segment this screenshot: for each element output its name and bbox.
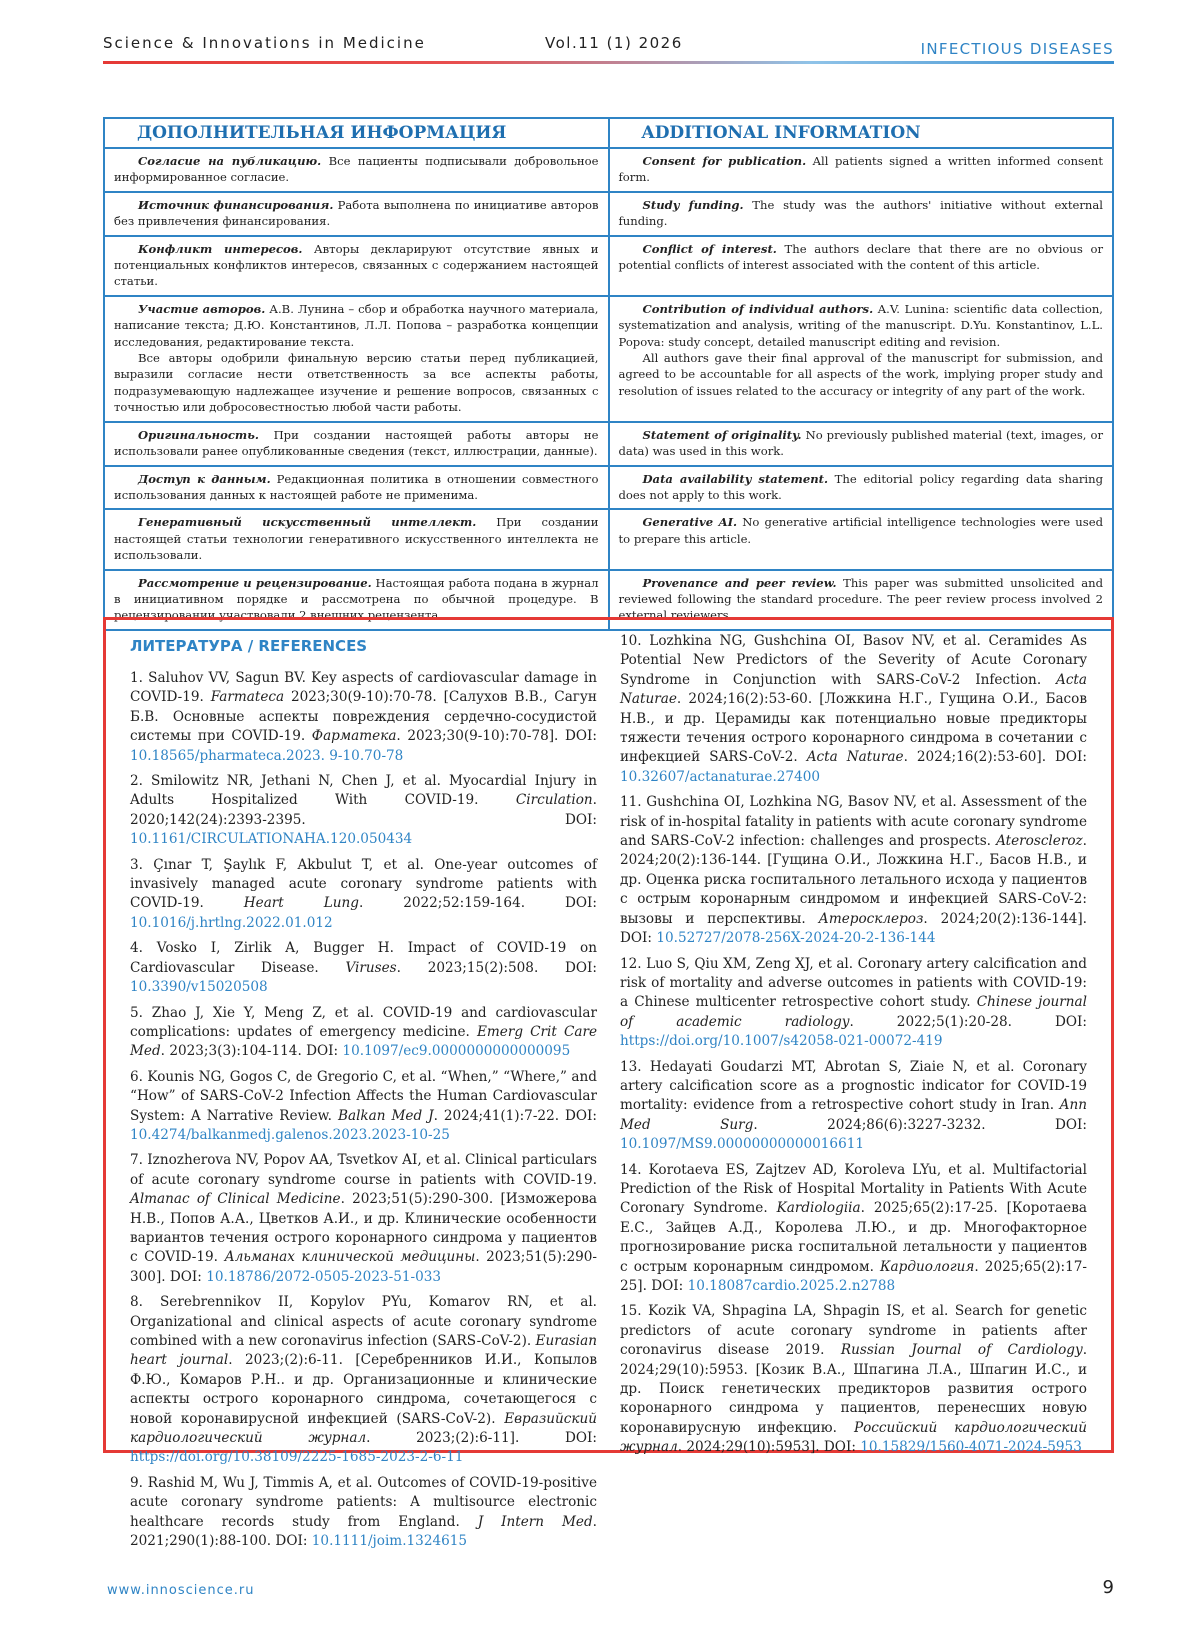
header-rule: [103, 61, 1114, 64]
reference-item: 8. Serebrennikov II, Kopylov PYu, Komarov RN, et al. Organizational and clinical aspects of acute coronary syndrome combined with a new coronavirus infection (SARS-CoV-2). Eurasian heart journal. 2023;(2):6-11. [Серебренников И.И., Копылов Ф.Ю., Комаров Р.Н.. и др. Организационные и клинические аспекты острого коронарного синдрома, сочетающегося с новой коронавирусной инфекцией (SARS-CoV-2). Евразийский кардиологический журнал. 2023;(2):6-11]. DOI: https://doi.org/10.38109/2225-1685-2023-2-6-11: [130, 1294, 598, 1466]
ru-cell: [104, 236, 609, 296]
ru-label: Доступ к данным.: [138, 471, 271, 486]
doi-link[interactable]: 10.4274/balkanmedj.galenos.2023.2023-10-25: [130, 1126, 450, 1143]
doi-link[interactable]: 10.3390/v15020508: [130, 979, 268, 996]
en-text: No previously published material (text, images, or data) was used in this work.: [618, 427, 1103, 459]
ru-label: Оригинальность.: [138, 427, 259, 442]
journal-name: Science & Innovations in Medicine: [103, 34, 426, 52]
reference-item: 10. Lozhkina NG, Gushchina OI, Basov NV, et al. Ceramides As Potential New Predictors of the Severity of Acute Coronary Syndrome in Conjunction with SARS-CoV-2 Infection. Acta Naturae. 2024;16(2):53-60. [Ложкина Н.Г., Гущина О.И., Басов Н.В., и др. Церамиды как потенциально новые предикторы тяжести течения острого коронарного синдрома в сочетании с инфекцией SARS-CoV-2. Acta Naturae. 2024;16(2):53-60]. DOI: 10.32607/actanaturae.27400: [620, 633, 1088, 785]
references-column-right: [620, 632, 1087, 1557]
en-label: Generative AI.: [642, 515, 738, 530]
ru-text: Авторы декларируют отсутствие явных и потенциальных конфликтов интересов, связанных с содержанием настоящей статьи.: [114, 241, 599, 289]
en-text: This paper was submitted unsolicited and reviewed following the standard procedure. The peer review process involved 2 external reviewers.: [618, 575, 1103, 623]
additional-info-table: [103, 117, 1114, 631]
reference-item: 2. Smilowitz NR, Jethani N, Chen J, et al. Myocardial Injury in Adults Hospitalized With COVID-19. Circulation. 2020;142(24):2393-2395. DOI: 10.1161/CIRCULATIONAHA.120.050434: [130, 773, 597, 848]
en-text: All patients signed a written informed consent form.: [618, 154, 1103, 185]
doi-link[interactable]: 10.18087cardio.2025.2.n2788: [687, 1278, 896, 1294]
en-text: A.V. Lunina: scientific data collection, systematization and analysis, writing of the manuscript. D.Yu. Konstantinov, L.L. Popova: study concept, detailed manuscript editing and revision.: [618, 301, 1103, 349]
ru-text: Все пациенты подписывали добровольное информированное согласие.: [114, 154, 599, 185]
info-row-contribution: [104, 296, 1113, 422]
reference-item: 7. Iznozherova NV, Popov AA, Tsvetkov AI, et al. Clinical particulars of acute coronary syndrome course in patients with COVID-19. Almanac of Clinical Medicine. 2023;51(5):290-300. [Изможерова Н.В., Попов А.А., Цветков А.И., и др. Клинические особенности вариантов течения острого коронарного синдрома у пациентов с COVID-19. Альманах клинической медицины. 2023;51(5):290-300]. DOI: 10.18786/2072-0505-2023-51-033: [130, 1152, 597, 1285]
info-row-data-access: [104, 466, 1113, 510]
en-label: Provenance and peer review.: [642, 575, 837, 590]
en-cell: [609, 192, 1114, 236]
reference-item: 1. Saluhov VV, Sagun BV. Key aspects of cardiovascular damage in COVID-19. Farmateca 2023;30(9-10):70-78. [Салухов В.В., Сагун Б.В. Основные аспекты повреждения сердечно-сосудистой системы при COVID-19. Фарматека. 2023;30(9-10):70-78]. DOI: 10.18565/pharmateca.2023. 9-10.70-78: [130, 670, 597, 764]
reference-item: 12. Luo S, Qiu XM, Zeng XJ, et al. Coronary artery calcification and risk of mortality and adverse outcomes in patients with COVID-19: a Chinese multicenter retrospective cohort study. Chinese journal of academic radiology. 2022;5(1):20-28. DOI: https://doi.org/10.1007/s42058-021-00072-419: [620, 955, 1087, 1050]
doi-link[interactable]: 10.18565/pharmateca.2023. 9-10.70-78: [130, 747, 404, 764]
en-title: ADDITIONAL INFORMATION: [609, 118, 1114, 148]
ru-text: При создании настоящей работы авторы не использовали ранее опубликованные сведения (текст, иллюстрации, данные).: [114, 427, 599, 459]
ru-text-2: Все авторы одобрили финальную версию статьи перед публикацией, выразили согласие нести ответственность за все аспекты работы, подразумевающую надлежащее изучение и решение вопросов, связанных с точностью или добросовестностью любой части работы.: [114, 351, 599, 415]
doi-link[interactable]: 10.52727/2078-256X-2024-20-2-136-144: [656, 930, 936, 947]
info-row-consent: [104, 148, 1113, 192]
ru-cell: [104, 296, 609, 422]
en-text: The authors declare that there are no obvious or potential conflicts of interest associated with the content of this article.: [618, 241, 1103, 273]
en-cell: [609, 422, 1114, 466]
section-title: INFECTIOUS DISEASES: [920, 40, 1114, 58]
en-cell: [609, 236, 1114, 296]
ru-cell: [104, 422, 609, 466]
ru-text: При создании настоящей статьи технологии генеративного искусственного интеллекта не использовали.: [114, 515, 599, 563]
references-title: ЛИТЕРАТУРА / REFERENCES: [130, 637, 368, 655]
info-row-funding: [104, 192, 1113, 236]
reference-item: 5. Zhao J, Xie Y, Meng Z, et al. COVID-19 and cardiovascular complications: updates of emergency medicine. Emerg Crit Care Med. 2023;3(3):104-114. DOI: 10.1097/ec9.0000000000000095: [130, 1004, 598, 1060]
doi-link[interactable]: https://doi.org/10.1007/s42058-021-00072-419: [620, 1033, 943, 1050]
reference-item: 6. Kounis NG, Gogos C, de Gregorio C, et al. “When,” “Where,” and “How” of SARS-CoV-2 Infection Affects the Human Cardiovascular System: A Narrative Review. Balkan Med J. 2024;41(1):7-22. DOI: 10.4274/balkanmedj.galenos.2023.2023-10-25: [130, 1068, 597, 1143]
info-row-generative-ai: [104, 509, 1113, 569]
reference-item: 4. Vosko I, Zirlik A, Bugger H. Impact of COVID-19 on Cardiovascular Disease. Viruses. 2023;15(2):508. DOI: 10.3390/v15020508: [130, 940, 597, 996]
doi-link[interactable]: 10.1111/joim.1324615: [311, 1533, 468, 1550]
info-row-originality: [104, 422, 1113, 466]
ru-text: Работа выполнена по инициативе авторов без привлечения финансирования.: [114, 197, 599, 229]
en-label: Conflict of interest.: [642, 241, 777, 256]
reference-item: 14. Korotaeva ES, Zajtzev AD, Koroleva LYu, et al. Multifactorial Prediction of the Risk of Hospital Mortality in Patients With Acute Coronary Syndrome. Kardiologiia. 2025;65(2):17-25. [Коротаева Е.С., Зайцев А.Д., Королева Л.Ю., и др. Многофакторное прогнозирование риска госпитальной летальности у пациентов с острым коронарным синдромом. Кардиология. 2025;65(2):17-25]. DOI: 10.18087cardio.2025.2.n2788: [620, 1161, 1088, 1294]
en-label: Study funding.: [642, 197, 744, 212]
en-cell: [609, 509, 1114, 569]
site-url[interactable]: www.innoscience.ru: [107, 1583, 255, 1598]
ru-text: Редакционная политика в отношении совместного использования данных к настоящей работе не применима.: [114, 471, 599, 502]
en-text: No generative artificial intelligence technologies were used to prepare this article.: [618, 515, 1103, 546]
en-cell: [609, 148, 1114, 192]
ru-label: Участие авторов.: [138, 301, 266, 316]
en-label: Statement of originality.: [642, 427, 802, 442]
volume-issue: Vol.11 (1) 2026: [545, 34, 683, 52]
reference-item: 3. Çınar T, Şaylık F, Akbulut T, et al. One-year outcomes of invasively managed acute coronary syndrome patients with COVID-19. Heart Lung. 2022;52:159-164. DOI: 10.1016/j.hrtlng.2022.01.012: [130, 856, 597, 931]
en-text-2: All authors gave their final approval of the manuscript for submission, and agreed to be accountable for all aspects of the work, implying proper study and resolution of issues related to the accuracy or integrity of any part of the work.: [618, 351, 1103, 398]
ru-title: ДОПОЛНИТЕЛЬНАЯ ИНФОРМАЦИЯ: [104, 118, 609, 148]
references-box: [103, 617, 1114, 1550]
doi-link[interactable]: 10.1016/j.hrtlng.2022.01.012: [130, 914, 333, 931]
references-column-left: [130, 632, 597, 1557]
reference-item: 9. Rashid M, Wu J, Timmis A, et al. Outcomes of COVID-19-positive acute coronary syndrome patients: A multisource electronic healthcare records study from England. J Intern Med. 2021;290(1):88-100. DOI: 10.1111/joim.1324615: [130, 1474, 597, 1550]
ru-label: Рассмотрение и рецензирование.: [138, 575, 372, 590]
reference-item: 11. Gushchina OI, Lozhkina NG, Basov NV, et al. Assessment of the risk of in-hospital fatality in patients with acute coronary syndrome and SARS-CoV-2 infection: challenges and prospects. Ateroscleroz. 2024;20(2):136-144. [Гущина О.И., Ложкина Н.Г., Басов Н.В., и др. Оценка риска госпитального летального исхода у пациентов с острым коронарным синдромом и инфекцией SARS-CoV-2: вызовы и перспективы. Атеросклероз. 2024;20(2):136-144]. DOI: 10.52727/2078-256X-2024-20-2-136-144: [620, 794, 1087, 947]
ru-cell: [104, 509, 609, 569]
en-label: Contribution of individual authors.: [642, 301, 874, 316]
page-number: 9: [1102, 1577, 1114, 1598]
doi-link[interactable]: 10.1161/CIRCULATIONAHA.120.050434: [130, 831, 413, 848]
doi-link[interactable]: 10.1097/ec9.0000000000000095: [342, 1043, 571, 1060]
ru-label: Генеративный искусственный интеллект.: [138, 515, 477, 530]
en-text: The editorial policy regarding data sharing does not apply to this work.: [618, 471, 1104, 502]
ru-label: Конфликт интересов.: [138, 241, 303, 256]
doi-link[interactable]: https://doi.org/10.38109/2225-1685-2023-2-6-11: [130, 1449, 464, 1466]
en-text: The study was the authors' initiative without external funding.: [618, 197, 1103, 229]
ru-cell: [104, 466, 609, 510]
ru-text: А.В. Лунина – сбор и обработка научного материала, написание текста; Д.Ю. Константинов, Л.Л. Попова – разработка концепции исследования, редактирование текста.: [114, 301, 599, 349]
reference-item: 15. Kozik VA, Shpagina LA, Shpagin IS, et al. Search for genetic predictors of acute coronary syndrome in patients after coronavirus disease 2019. Russian Journal of Cardiology. 2024;29(10):5953. [Козик В.А., Шпагина Л.А., Шпагин И.С., и др. Поиск генетических предикторов развития острого коронарного синдрома у пациентов, перенесших новую коронавирусную инфекцию. Российский кардиологический журнал. 2024;29(10):5953]. DOI: 10.15829/1560-4071-2024-5953: [620, 1303, 1088, 1456]
ru-label: Источник финансирования.: [138, 197, 334, 212]
ru-label: Согласие на публикацию.: [138, 154, 322, 168]
ru-cell: [104, 148, 609, 192]
info-row-conflict: [104, 236, 1113, 296]
doi-link[interactable]: 10.1097/MS9.00000000000016611: [620, 1136, 865, 1153]
en-label: Consent for publication.: [642, 154, 807, 168]
ru-text: Настоящая работа подана в журнал в инициативном порядке и рассмотрена по обычной процедуре. В рецензировании участвовали 2 внешних рецензента.: [114, 575, 599, 623]
en-label: Data availability statement.: [642, 471, 829, 486]
doi-link[interactable]: 10.18786/2072-0505-2023-51-033: [206, 1268, 442, 1285]
doi-link[interactable]: 10.15829/1560-4071-2024-5953: [860, 1439, 1082, 1456]
reference-item: 13. Hedayati Goudarzi MT, Abrotan S, Ziaie N, et al. Coronary artery calcification score as a prognostic indicator for COVID-19 mortality: evidence from a retrospective cohort study in Iran. Ann Med Surg. 2024;86(6):3227-3232. DOI: 10.1097/MS9.00000000000016611: [620, 1058, 1087, 1153]
ru-cell: [104, 192, 609, 236]
en-cell: [609, 296, 1114, 422]
en-cell: [609, 466, 1114, 510]
doi-link[interactable]: 10.32607/actanaturae.27400: [620, 768, 821, 785]
